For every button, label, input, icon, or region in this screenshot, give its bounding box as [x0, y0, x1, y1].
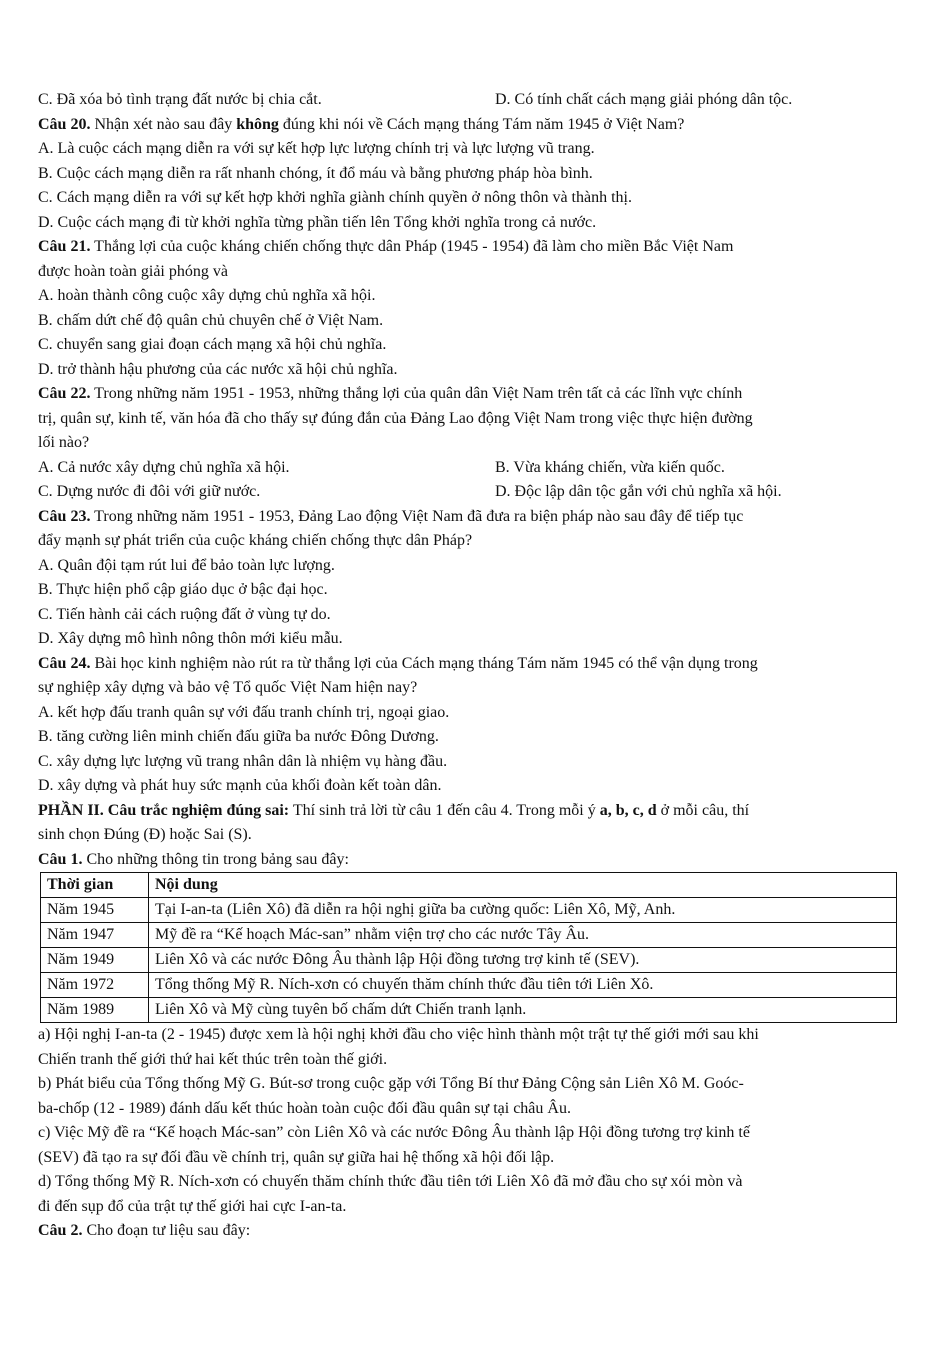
- part2-intro-1: Thí sinh trả lời từ câu 1 đến câu 4. Trong mỗi ý: [289, 801, 600, 819]
- table-row: [41, 973, 897, 998]
- part2-heading: [38, 799, 898, 824]
- q24-option-a: A. kết hợp đấu tranh quân sự với đấu tranh chính trị, ngoại giao.: [38, 703, 450, 721]
- table-cell-time: Năm 1945: [41, 898, 149, 923]
- table-header-content: Nội dung: [149, 873, 897, 898]
- p2q1-statement-b-line2: ba-chốp (12 - 1989) đánh dấu kết thúc hoàn toàn cuộc đối đầu quân sự tại châu Âu.: [38, 1099, 571, 1117]
- q21-stem-line2: được hoàn toàn giải phóng và: [38, 262, 228, 280]
- q24-stem-line1: Bài học kinh nghiệm nào rút ra từ thắng lợi của Cách mạng tháng Tám năm 1945 có thể vận dụng trong: [90, 654, 758, 672]
- part2-title: PHẦN II. Câu trắc nghiệm đúng sai:: [38, 801, 290, 819]
- q24-label: Câu 24.: [38, 654, 91, 672]
- q22-stem-line2: trị, quân sự, kinh tế, văn hóa đã cho thấy sự đúng đắn của Đảng Lao động Việt Nam trong việc thực hiện đường: [38, 409, 753, 427]
- exam-page: [38, 88, 898, 1244]
- p2q1-statement-d-line2: đi đến sụp đổ của trật tự thế giới hai cực I-an-ta.: [38, 1197, 347, 1215]
- p2q2-stem: [38, 1219, 898, 1244]
- q22-option-a: A. Cả nước xây dựng chủ nghĩa xã hội.: [38, 458, 290, 476]
- q24-stem-line2: sự nghiệp xây dựng và bảo vệ Tổ quốc Việt Nam hiện nay?: [38, 679, 418, 696]
- table-cell-content: Liên Xô và các nước Đông Âu thành lập Hội đồng tương trợ kinh tế (SEV).: [149, 948, 897, 973]
- p2q2-label: Câu 2.: [38, 1222, 83, 1239]
- p2q1-statement-a-line1: a) Hội nghị I-an-ta (2 - 1945) được xem là hội nghị khởi đầu cho việc hình thành một trật tự thế giới mới sau khi: [38, 1026, 759, 1043]
- table-row: [41, 948, 897, 973]
- q22-stem-line1: Trong những năm 1951 - 1953, những thắng lợi của quân dân Việt Nam trên tất cả các lĩnh vực chính: [90, 385, 743, 402]
- q21-stem-line1: Thắng lợi của cuộc kháng chiến chống thực dân Pháp (1945 - 1954) đã làm cho miền Bắc Việt Nam: [90, 238, 734, 255]
- table-cell-time: Năm 1947: [41, 923, 149, 948]
- table-cell-time: Năm 1989: [41, 998, 149, 1023]
- q19-option-c: C. Đã xóa bỏ tình trạng đất nước bị chia cắt.: [38, 91, 322, 108]
- q19-option-d: D. Có tính chất cách mạng giải phóng dân tộc.: [495, 91, 793, 108]
- timeline-table: [40, 872, 897, 1023]
- q22-options-ab: [38, 456, 898, 481]
- q23-stem: [38, 505, 898, 530]
- q24-option-c: C. xây dựng lực lượng vũ trang nhân dân là nhiệm vụ hàng đầu.: [38, 752, 448, 770]
- q23-stem-line2: đẩy mạnh sự phát triển của cuộc kháng chiến chống thực dân Pháp?: [38, 532, 473, 549]
- q20-stem-bold: không: [236, 115, 279, 133]
- q22-stem-line3: lối nào?: [38, 434, 90, 451]
- q20-stem-after: đúng khi nói về Cách mạng tháng Tám năm 1945 ở Việt Nam?: [278, 115, 685, 133]
- q24-option-d: D. xây dựng và phát huy sức mạnh của khối đoàn kết toàn dân.: [38, 777, 442, 794]
- p2q1-statement-a-line2: Chiến tranh thế giới thứ hai kết thúc trên toàn thế giới.: [38, 1050, 388, 1068]
- p2q1-statement-c-line1: c) Việc Mỹ đề ra “Kế hoạch Mác-san” còn Liên Xô và các nước Đông Âu thành lập Hội đồng tương trợ kinh tế: [38, 1124, 750, 1141]
- table-cell-content: Tại I-an-ta (Liên Xô) đã diễn ra hội nghị giữa ba cường quốc: Liên Xô, Mỹ, Anh.: [149, 898, 897, 923]
- q23-option-c: C. Tiến hành cải cách ruộng đất ở vùng tự do.: [38, 605, 331, 623]
- q22-stem: [38, 382, 898, 407]
- p2q1-statement-b-line1: b) Phát biểu của Tổng thống Mỹ G. Bút-sơ trong cuộc gặp với Tổng Bí thư Đảng Cộng sản Liên Xô M. Goóc-: [38, 1075, 744, 1092]
- q23-stem-line1: Trong những năm 1951 - 1953, Đảng Lao động Việt Nam đã đưa ra biện pháp nào sau đây để tiếp tục: [90, 507, 744, 525]
- q20-option-b: B. Cuộc cách mạng diễn ra rất nhanh chóng, ít đổ máu và bằng phương pháp hòa bình.: [38, 164, 593, 182]
- p2q1-label: Câu 1.: [38, 850, 83, 868]
- table-row: [41, 923, 897, 948]
- q20-option-c: C. Cách mạng diễn ra với sự kết hợp khởi nghĩa giành chính quyền ở nông thôn và thành thị.: [38, 189, 632, 206]
- q22-options-cd: [38, 480, 898, 505]
- table-header-time: Thời gian: [41, 873, 149, 898]
- q23-option-a: A. Quân đội tạm rút lui để bảo toàn lực lượng.: [38, 556, 335, 574]
- part2-intro-2: ở mỗi câu, thí: [656, 801, 750, 819]
- q24-option-b: B. tăng cường liên minh chiến đấu giữa ba nước Đông Dương.: [38, 728, 439, 745]
- q22-label: Câu 22.: [38, 385, 91, 402]
- q21-option-a: A. hoàn thành công cuộc xây dựng chủ nghĩa xã hội.: [38, 287, 376, 304]
- table-cell-content: Liên Xô và Mỹ cùng tuyên bố chấm dứt Chiến tranh lạnh.: [149, 998, 897, 1023]
- table-row: [41, 898, 897, 923]
- table-cell-content: Tổng thống Mỹ R. Ních-xơn có chuyến thăm chính thức đầu tiên tới Liên Xô.: [149, 973, 897, 998]
- table-cell-time: Năm 1949: [41, 948, 149, 973]
- q20-stem: [38, 113, 898, 138]
- q21-option-b: B. chấm dứt chế độ quân chủ chuyên chế ở Việt Nam.: [38, 311, 384, 329]
- part2-intro-bold: a, b, c, d: [599, 801, 657, 819]
- q22-option-c: C. Dựng nước đi đôi với giữ nước.: [38, 483, 261, 500]
- part2-intro-line2: sinh chọn Đúng (Đ) hoặc Sai (S).: [38, 826, 252, 843]
- table-row: [41, 998, 897, 1023]
- p2q1-statement-d-line1: d) Tổng thống Mỹ R. Ních-xơn có chuyến thăm chính thức đầu tiên tới Liên Xô đã mở đầu cho sự xói mòn và: [38, 1173, 743, 1190]
- q23-option-b: B. Thực hiện phổ cập giáo dục ở bậc đại học.: [38, 581, 328, 598]
- q20-stem-before: Nhận xét nào sau đây: [90, 115, 237, 133]
- q21-stem: [38, 235, 898, 260]
- q21-option-c: C. chuyển sang giai đoạn cách mạng xã hội chủ nghĩa.: [38, 336, 387, 353]
- q23-label: Câu 23.: [38, 507, 91, 525]
- p2q1-statement-c-line2: (SEV) đã tạo ra sự đối đầu về chính trị, quân sự giữa hai hệ thống xã hội đối lập.: [38, 1148, 555, 1166]
- q22-option-b: B. Vừa kháng chiến, vừa kiến quốc.: [495, 458, 725, 476]
- q23-option-d: D. Xây dựng mô hình nông thôn mới kiểu mẫu.: [38, 630, 343, 647]
- q22-option-d: D. Độc lập dân tộc gắn với chủ nghĩa xã hội.: [495, 483, 782, 500]
- p2q2-stem-text: Cho đoạn tư liệu sau đây:: [82, 1222, 251, 1239]
- q20-option-d: D. Cuộc cách mạng đi từ khởi nghĩa từng phần tiến lên Tổng khởi nghĩa trong cả nước.: [38, 213, 597, 231]
- q20-label: Câu 20.: [38, 115, 91, 133]
- q20-option-a: A. Là cuộc cách mạng diễn ra với sự kết hợp lực lượng chính trị và lực lượng vũ trang.: [38, 140, 595, 157]
- p2q1-stem-text: Cho những thông tin trong bảng sau đây:: [82, 850, 349, 868]
- table-cell-content: Mỹ đề ra “Kế hoạch Mác-san” nhằm viện trợ cho các nước Tây Âu.: [149, 923, 897, 948]
- q24-stem: [38, 652, 898, 677]
- q19-options-cd: [38, 88, 898, 113]
- q21-label: Câu 21.: [38, 238, 91, 255]
- table-cell-time: Năm 1972: [41, 973, 149, 998]
- table-header-row: [41, 873, 897, 898]
- p2q1-stem: [38, 848, 898, 873]
- q21-option-d: D. trở thành hậu phương của các nước xã hội chủ nghĩa.: [38, 360, 398, 378]
